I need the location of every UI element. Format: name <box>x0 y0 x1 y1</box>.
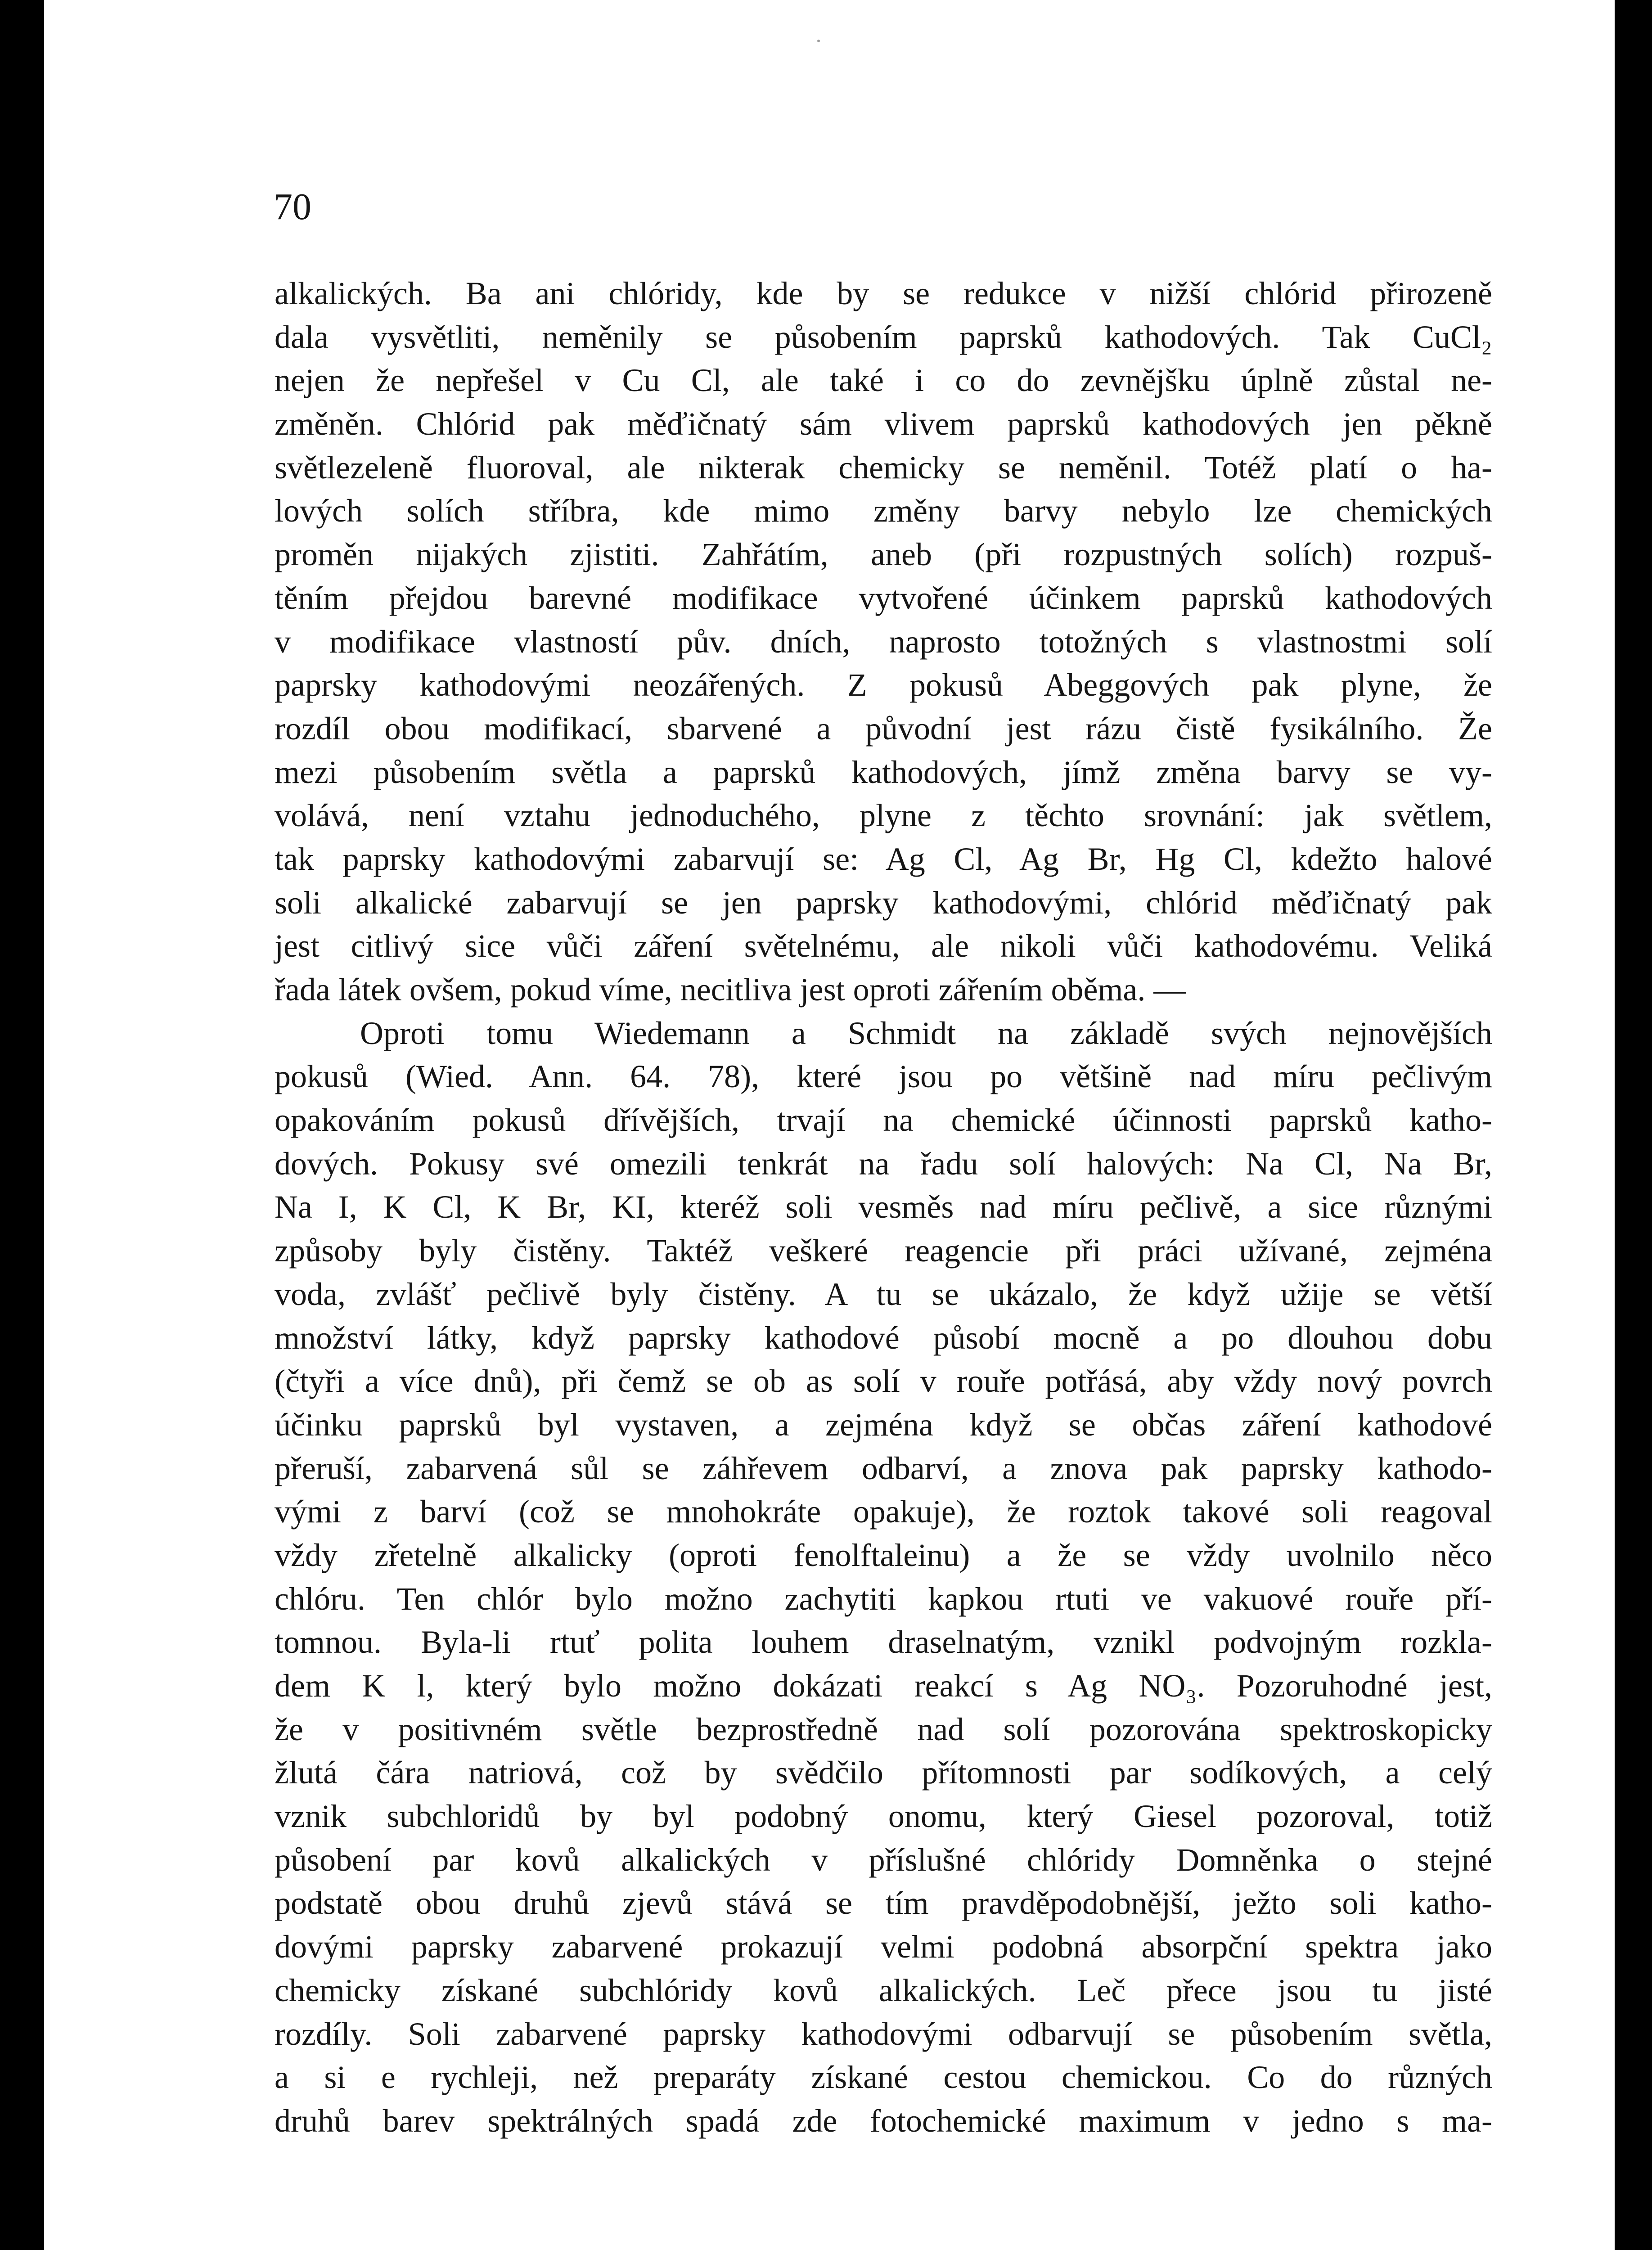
paper-speck <box>817 40 820 42</box>
text-line: rozdíl obou modifikací, sbarvené a původní jest rázu čistě fysikálního. Že <box>275 710 1492 747</box>
text-line: soli alkalické zabarvují se jen paprsky kathodovými, chlórid měďičnatý pak <box>275 884 1492 921</box>
text-line: mezi působením světla a paprsků kathodových, jímž změna barvy se vy- <box>275 754 1492 790</box>
text-line: lových solích stříbra, kde mimo změny barvy nebylo lze chemických <box>275 493 1492 529</box>
text-line: voda, zvlášť pečlivě byly čistěny. A tu se ukázalo, že když užije se větší <box>275 1276 1492 1312</box>
text-line: Oproti tomu Wiedemann a Schmidt na základě svých nejnovějších <box>360 1015 1492 1051</box>
text-line: tomnou. Byla-li rtuť polita louhem draselnatým, vznikl podvojným rozkla- <box>275 1624 1492 1660</box>
text-line: pokusů (Wied. Ann. 64. 78), které jsou po většině nad míru pečlivým <box>275 1058 1492 1095</box>
text-line: a si e rychleji, než preparáty získané cestou chemickou. Co do různých <box>275 2059 1492 2096</box>
text-line: Na I, K Cl, K Br, KI, kteréž soli vesměs nad míru pečlivě, a sice různými <box>275 1189 1492 1225</box>
text-line: účinku paprsků byl vystaven, a zejména když se občas záření kathodové <box>275 1406 1492 1443</box>
book-page <box>44 0 1615 2250</box>
text-line: že v positivném světle bezprostředně nad solí pozorována spektroskopicky <box>275 1711 1492 1747</box>
text-line: dových. Pokusy své omezili tenkrát na řadu solí halových: Na Cl, Na Br, <box>275 1145 1492 1182</box>
text-line: alkalických. Ba ani chlóridy, kde by se redukce v nižší chlórid přirozeně <box>275 275 1492 311</box>
text-line: nejen že nepřešel v Cu Cl, ale také i co do zevnějšku úplně zůstal ne- <box>275 362 1492 399</box>
text-line: chemicky získané subchlóridy kovů alkalických. Leč přece jsou tu jisté <box>275 1972 1492 2008</box>
text-line: v modifikace vlastností pův. dních, naprosto totožných s vlastnostmi solí <box>275 623 1492 660</box>
text-line: dem K l, který bylo možno dokázati reakcí s Ag NO₃. Pozoruhodné jest, <box>275 1668 1492 1704</box>
text-line: proměn nijakých zjistiti. Zahřátím, aneb (při rozpustných solích) rozpuš- <box>275 536 1492 573</box>
text-line: působení par kovů alkalických v příslušné chlóridy Domněnka o stejné <box>275 1841 1492 1878</box>
text-line: množství látky, když paprsky kathodové působí mocně a po dlouhou dobu <box>275 1319 1492 1356</box>
text-line: volává, není vztahu jednoduchého, plyne z těchto srovnání: jak světlem, <box>275 797 1492 834</box>
text-line: dovými paprsky zabarvené prokazují velmi podobná absorpční spektra jako <box>275 1929 1492 1965</box>
text-line: dala vysvětliti, neměnily se působením paprsků kathodových. Tak CuCl₂ <box>275 319 1492 355</box>
text-line: těním přejdou barevné modifikace vytvořené účinkem paprsků kathodových <box>275 580 1492 616</box>
page-number: 70 <box>274 186 311 228</box>
text-line: světlezeleně fluoroval, ale nikterak chemicky se neměnil. Totéž platí o ha- <box>275 449 1492 486</box>
body-text <box>275 272 1492 2143</box>
text-line: druhů barev spektrálných spadá zde fotochemické maximum v jedno s ma- <box>275 2102 1492 2139</box>
text-line: podstatě obou druhů zjevů stává se tím pravděpodobnější, ježto soli katho- <box>275 1885 1492 1922</box>
text-line: jest citlivý sice vůči záření světelnému, ale nikoli vůči kathodovému. Veliká <box>275 928 1492 964</box>
text-line: chlóru. Ten chlór bylo možno zachytiti kapkou rtuti ve vakuové rouře pří- <box>275 1580 1492 1617</box>
text-line: opakováním pokusů dřívějších, trvají na chemické účinnosti paprsků katho- <box>275 1102 1492 1138</box>
text-line: paprsky kathodovými neozářených. Z pokusů Abeggových pak plyne, že <box>275 667 1492 703</box>
text-line: vždy zřetelně alkalicky (oproti fenolftaleinu) a že se vždy uvolnilo něco <box>275 1537 1492 1573</box>
text-line: přeruší, zabarvená sůl se záhřevem odbarví, a znova pak paprsky kathodo- <box>275 1450 1492 1486</box>
text-line: tak paprsky kathodovými zabarvují se: Ag Cl, Ag Br, Hg Cl, kdežto halové <box>275 841 1492 877</box>
text-line: (čtyři a více dnů), při čemž se ob as solí v rouře potřásá, aby vždy nový povrch <box>275 1363 1492 1400</box>
text-line: rozdíly. Soli zabarvené paprsky kathodovými odbarvují se působením světla, <box>275 2016 1492 2052</box>
text-line: způsoby byly čistěny. Taktéž veškeré reagencie při práci užívané, zejména <box>275 1233 1492 1269</box>
text-line: změněn. Chlórid pak měďičnatý sám vlivem paprsků kathodových jen pěkně <box>275 406 1492 442</box>
text-line: žlutá čára natriová, což by svědčilo přítomnosti par sodíkových, a celý <box>275 1755 1492 1791</box>
text-line: vznik subchloridů by byl podobný onomu, který Giesel pozoroval, totiž <box>275 1798 1492 1835</box>
text-line: vými z barví (což se mnohokráte opakuje), že roztok takové soli reagoval <box>275 1494 1492 1530</box>
text-line: řada látek ovšem, pokud víme, necitliva jest oproti zářením oběma. — <box>275 972 1186 1008</box>
